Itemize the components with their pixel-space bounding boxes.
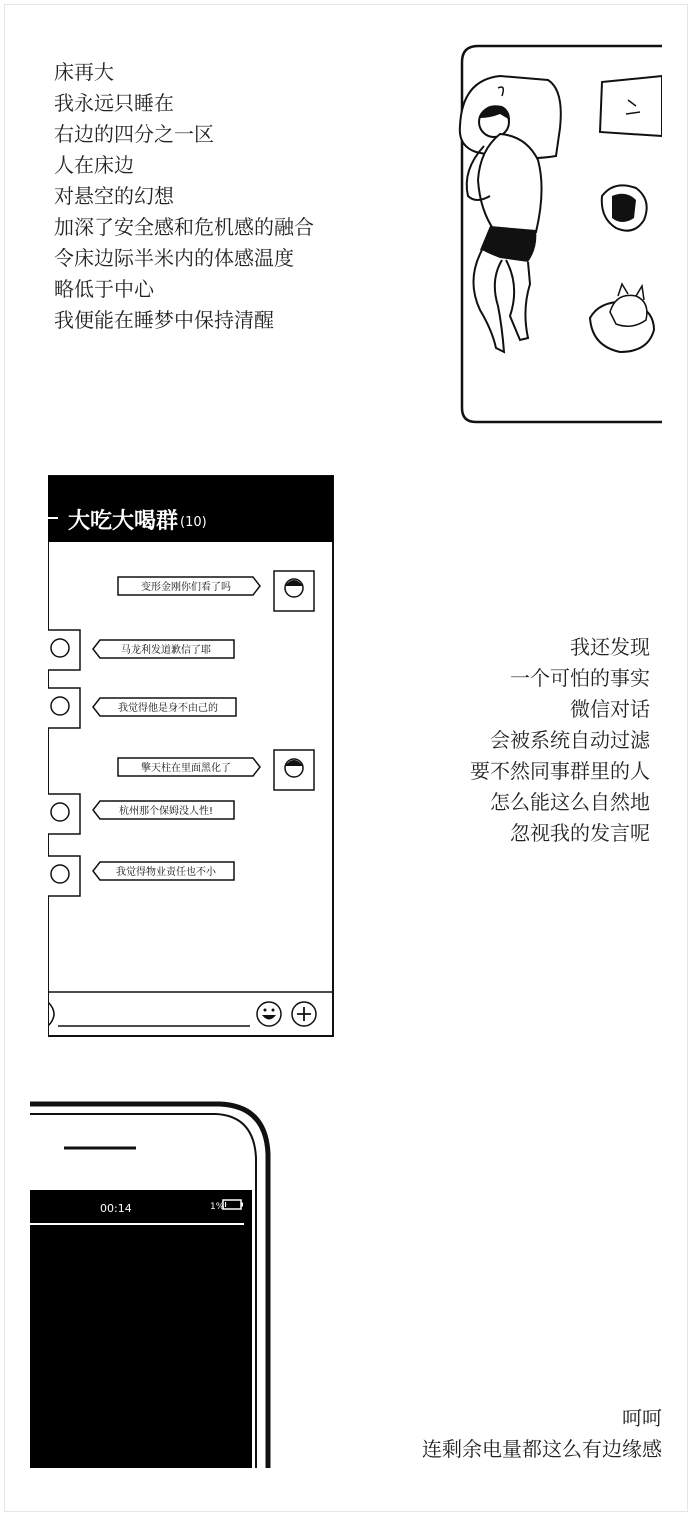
chat-message: 马龙利发道歉信了耶 (121, 645, 211, 656)
poem-line: 忽视我的发言呢 (510, 821, 650, 845)
battery-percent: 1% (210, 1202, 225, 1212)
group-member-count: (10) (180, 515, 207, 530)
poem-line: 会被系统自动过滤 (490, 728, 650, 752)
poem-bed (54, 57, 314, 336)
poem-battery (422, 1403, 662, 1465)
chat-message: 变形金刚你们看了吗 (141, 582, 231, 593)
phone-screen (30, 1190, 252, 1468)
poem-line: 一个可怕的事实 (510, 666, 650, 690)
avatar (274, 750, 314, 790)
avatar (48, 688, 80, 728)
poem-line: 我永远只睡在 (54, 91, 174, 115)
poem-line: 连剩余电量都这么有边缘感 (422, 1437, 662, 1461)
chat-message: 我觉得他是身不由己的 (118, 703, 218, 714)
avatar (274, 571, 314, 611)
emoji-icon (257, 1002, 281, 1026)
poem-line: 床再大 (54, 60, 114, 84)
poem-line: 对悬空的幻想 (54, 184, 174, 208)
poem-line: 令床边际半米内的体感温度 (54, 246, 294, 270)
poem-line: 呵呵 (622, 1406, 662, 1430)
group-title: 大吃大喝群 (68, 509, 179, 534)
poem-line: 加深了安全感和危机感的融合 (54, 215, 314, 239)
chat-message: 杭州那个保姆没人性! (118, 806, 214, 817)
poem-line: 略低于中心 (54, 277, 154, 301)
avatar (48, 630, 80, 670)
poem-line: 我还发现 (570, 635, 650, 659)
poem-line: 我便能在睡梦中保持清醒 (54, 308, 274, 332)
chat-message: 擎天柱在里面黑化了 (141, 763, 231, 774)
poem-line: 人在床边 (54, 153, 134, 177)
avatar (48, 856, 80, 896)
poem-line: 微信对话 (570, 697, 650, 721)
poem-line: 怎么能这么自然地 (490, 790, 650, 814)
phone-illustration (30, 1094, 278, 1468)
poem-line: 右边的四分之一区 (54, 122, 214, 146)
avatar (48, 794, 80, 834)
bed-illustration (440, 40, 662, 430)
poem-line: 要不然同事群里的人 (470, 759, 650, 783)
chat-message: 我觉得物业责任也不小 (116, 867, 216, 878)
status-time: 00:14 (100, 1202, 132, 1215)
wechat-group-screen (48, 474, 336, 1040)
battery-fill (225, 1202, 226, 1207)
poem-wechat (470, 632, 650, 849)
